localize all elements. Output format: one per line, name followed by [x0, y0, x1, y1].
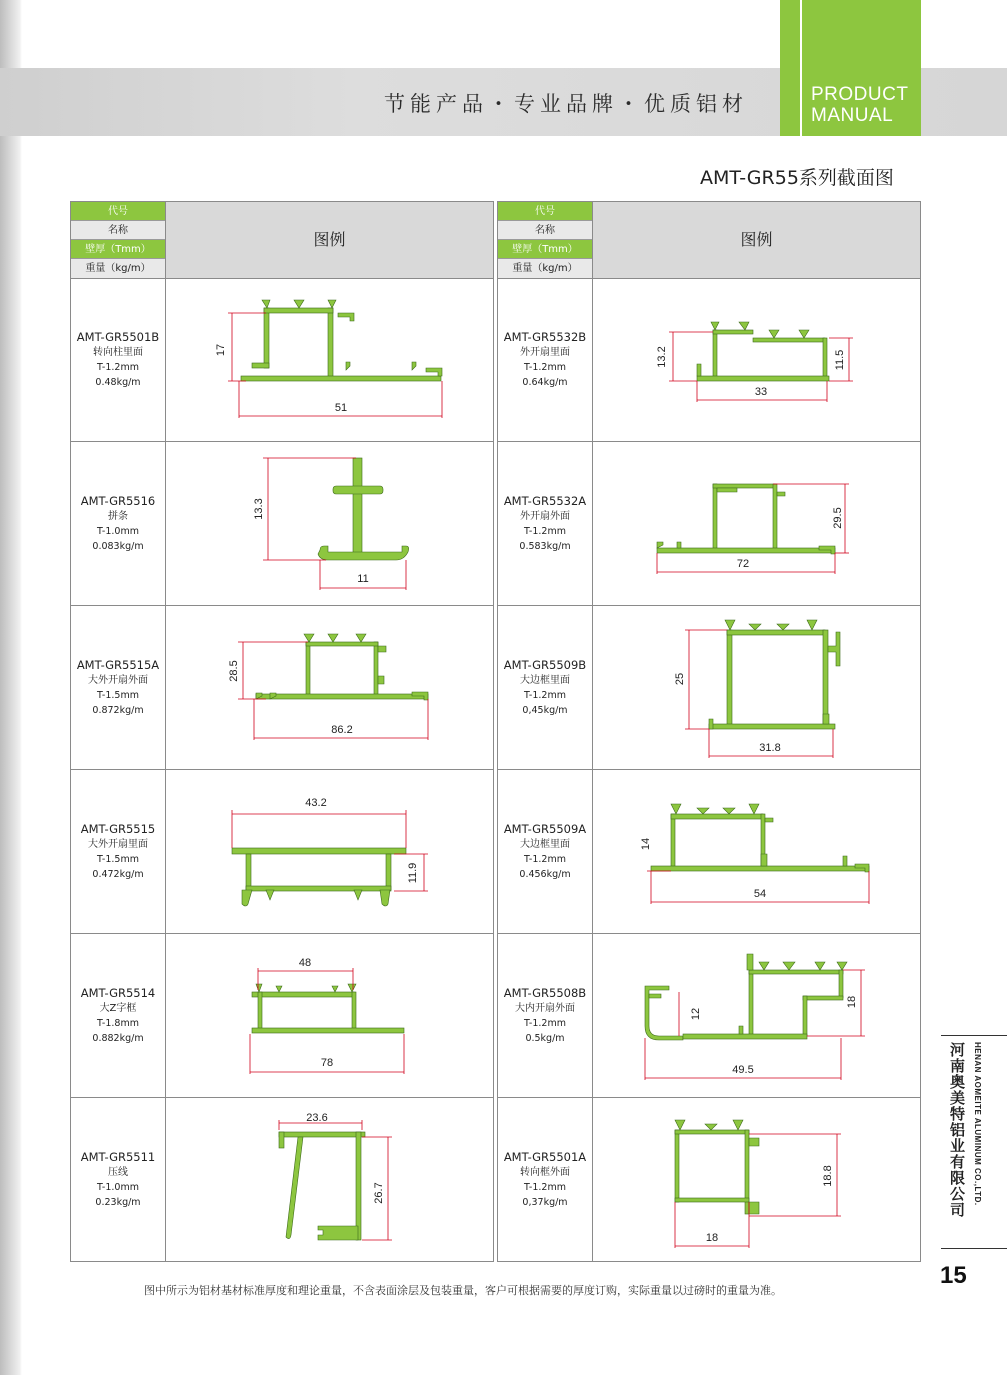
dim-width: 11 — [357, 573, 369, 585]
left-table — [70, 201, 494, 1262]
right-table — [497, 201, 921, 1262]
dim-inner-height: 12 — [690, 1007, 702, 1021]
profile-code: AMT-GR5515 — [80, 821, 156, 836]
header-thickness: 壁厚（Tmm） — [71, 240, 165, 259]
profile-svg — [593, 278, 921, 441]
manual-line2: MANUAL — [811, 105, 894, 126]
profile-drawing — [166, 1098, 493, 1262]
dim-width: 33 — [754, 386, 768, 398]
row-info — [71, 606, 166, 769]
profile-drawing — [593, 606, 920, 769]
profile-code: AMT-GR5532B — [503, 329, 587, 344]
profile-drawing — [593, 1098, 920, 1262]
company-name-en: HENAN AOMEITE ALUMINUM CO.,LTD. — [973, 1042, 982, 1206]
table-row — [498, 442, 920, 606]
dim-height: 18.8 — [822, 1165, 834, 1187]
profile-code: AMT-GR5516 — [80, 493, 156, 508]
dim-width: 78 — [320, 1057, 334, 1069]
dim-width: 54 — [753, 888, 767, 900]
profile-thickness: T-1.5mm — [97, 689, 139, 701]
profile-name: 转向框外面 — [520, 1167, 570, 1178]
profile-svg — [166, 770, 494, 933]
profile-drawing — [166, 770, 493, 933]
manual-line1: PRODUCT — [811, 84, 909, 105]
header-legend: 图例 — [166, 202, 493, 278]
profile-svg — [166, 606, 494, 769]
profile-name: 大外开扇外面 — [88, 674, 148, 686]
profile-svg — [593, 442, 921, 605]
profile-name: 压线 — [108, 1167, 128, 1178]
profile-svg — [593, 934, 921, 1097]
dim-height: 13.2 — [656, 346, 668, 368]
profile-drawing — [593, 442, 920, 605]
manual-tab-divider — [800, 0, 802, 136]
profile-thickness: T-1.2mm — [524, 689, 566, 701]
profile-svg — [166, 934, 494, 1097]
profile-thickness: T-1.2mm — [524, 853, 566, 865]
header-thickness: 壁厚（Tmm） — [498, 240, 592, 259]
row-info — [498, 606, 593, 769]
profile-svg — [593, 770, 921, 933]
profile-thickness: T-1.0mm — [97, 1182, 139, 1193]
company-name-cn: 河南奥美特铝业有限公司 — [948, 1042, 966, 1218]
row-info — [498, 278, 593, 441]
profile-name: 大外开扇里面 — [88, 838, 148, 850]
profile-svg — [166, 278, 494, 441]
header-code: 代号 — [498, 202, 592, 221]
profile-weight: 0.472kg/m — [92, 868, 144, 880]
profile-drawing — [593, 934, 920, 1097]
dim-width: 72 — [736, 558, 750, 570]
profile-svg — [593, 1098, 921, 1261]
profile-thickness: T-1.8mm — [97, 1017, 139, 1029]
manual-label — [811, 84, 908, 126]
profile-drawing — [166, 606, 493, 769]
row-info — [71, 442, 166, 605]
header-name: 名称 — [71, 221, 165, 240]
dim-width: 23.6 — [306, 1112, 328, 1124]
dim-height: 13.3 — [253, 498, 265, 520]
header-labels — [498, 202, 593, 278]
profile-name: 大Z字框 — [99, 1002, 137, 1014]
dim-height: 26.7 — [373, 1182, 385, 1204]
profile-thickness: T-1.2mm — [524, 1017, 566, 1029]
row-info — [498, 934, 593, 1097]
page-number: 15 — [940, 1262, 967, 1289]
profile-name: 大内开扇外面 — [515, 1002, 575, 1014]
profile-weight: 0.083kg/m — [92, 540, 144, 552]
dim-height: 14 — [640, 837, 652, 851]
profile-weight: 0.48kg/m — [95, 376, 141, 388]
page-left-shadow — [0, 0, 22, 1375]
profile-code: AMT-GR5509B — [503, 657, 587, 672]
profile-code: AMT-GR5511 — [80, 1150, 156, 1164]
profile-drawing — [593, 278, 920, 441]
profile-weight: 0.64kg/m — [522, 376, 568, 388]
dim-width: 49.5 — [732, 1064, 754, 1076]
dim-width: 18 — [705, 1232, 719, 1244]
row-info — [71, 934, 166, 1097]
dim-width: 43.2 — [305, 797, 327, 809]
dim-height: 18 — [846, 995, 858, 1009]
dim-height: 28.5 — [228, 660, 240, 682]
profile-thickness: T-1.5mm — [97, 853, 139, 865]
header-legend: 图例 — [593, 202, 920, 278]
table-row — [71, 442, 493, 606]
profile-name: 拼条 — [108, 510, 128, 522]
profile-thickness: T-1.2mm — [524, 525, 566, 537]
row-info — [498, 442, 593, 605]
profile-thickness: T-1.0mm — [97, 525, 139, 537]
profile-code: AMT-GR5509A — [503, 821, 587, 836]
table-row — [498, 1098, 920, 1262]
profile-svg — [166, 1098, 494, 1261]
dim-width: 51 — [334, 402, 348, 414]
dim-height: 11.9 — [407, 862, 419, 884]
profile-name: 转向柱里面 — [93, 346, 143, 358]
table-row — [498, 770, 920, 934]
table-row — [71, 934, 493, 1098]
header-weight: 重量（kg/m） — [498, 259, 592, 278]
table-row — [498, 934, 920, 1098]
profile-name: 外开扇里面 — [520, 346, 570, 358]
dim-height: 17 — [215, 343, 227, 357]
profile-code: AMT-GR5501B — [76, 329, 160, 344]
profile-code: AMT-GR5532A — [503, 493, 587, 508]
footnote: 图中所示为铝材基材标准厚度和理论重量，不含表面涂层及包装重量，客户可根据需要的厚度订购，实际重量以过磅时的重量为准。 — [144, 1284, 782, 1297]
profile-weight: 0.882kg/m — [92, 1032, 144, 1044]
profile-svg — [593, 606, 921, 769]
row-info — [498, 1098, 593, 1262]
table-row — [498, 606, 920, 770]
series-title: AMT-GR55系列截面图 — [700, 167, 894, 189]
profile-weight: 0,37kg/m — [522, 1197, 568, 1208]
profile-weight: 0.23kg/m — [95, 1197, 141, 1208]
profile-name: 大边框里面 — [520, 674, 570, 686]
dim-height-2: 11.5 — [834, 349, 846, 371]
dim-height: 29.5 — [832, 507, 844, 529]
profile-weight: 0.456kg/m — [519, 868, 571, 880]
dim-width: 31.8 — [759, 742, 781, 754]
header-name: 名称 — [498, 221, 592, 240]
profile-code: AMT-GR5501A — [503, 1150, 587, 1164]
table-row — [71, 606, 493, 770]
table-row — [71, 1098, 493, 1262]
side-divider-top — [941, 1035, 1007, 1036]
table-row — [71, 770, 493, 934]
profile-weight: 0.583kg/m — [519, 540, 571, 552]
profile-drawing — [166, 278, 493, 441]
right-table-header — [498, 202, 920, 279]
profile-name: 外开扇外面 — [520, 510, 570, 522]
profile-weight: 0.5kg/m — [525, 1032, 565, 1044]
profile-thickness: T-1.2mm — [524, 1182, 566, 1193]
dim-top-width: 48 — [298, 957, 312, 969]
profile-code: AMT-GR5508B — [503, 985, 587, 1000]
profile-weight: 0,45kg/m — [522, 704, 568, 716]
header-weight: 重量（kg/m） — [71, 259, 165, 278]
row-info — [498, 770, 593, 933]
row-info — [71, 278, 166, 441]
dim-width: 86.2 — [331, 724, 353, 736]
row-info — [71, 770, 166, 933]
profile-thickness: T-1.2mm — [97, 361, 139, 373]
profile-drawing — [593, 770, 920, 933]
table-row — [71, 278, 493, 442]
dim-height: 25 — [674, 672, 686, 686]
table-row — [498, 278, 920, 442]
profile-drawing — [166, 934, 493, 1097]
profile-thickness: T-1.2mm — [524, 361, 566, 373]
profile-code: AMT-GR5515A — [76, 657, 160, 672]
header-code: 代号 — [71, 202, 165, 221]
profile-drawing — [166, 442, 493, 605]
profile-svg — [166, 442, 494, 605]
profile-code: AMT-GR5514 — [80, 985, 156, 1000]
header-labels — [71, 202, 166, 278]
profile-weight: 0.872kg/m — [92, 704, 144, 716]
left-table-header — [71, 202, 493, 279]
slogan: 节能产品・专业品牌・优质铝材 — [384, 92, 748, 116]
row-info — [71, 1098, 166, 1262]
side-divider-bottom — [941, 1248, 1007, 1249]
profile-name: 大边框里面 — [520, 838, 570, 850]
